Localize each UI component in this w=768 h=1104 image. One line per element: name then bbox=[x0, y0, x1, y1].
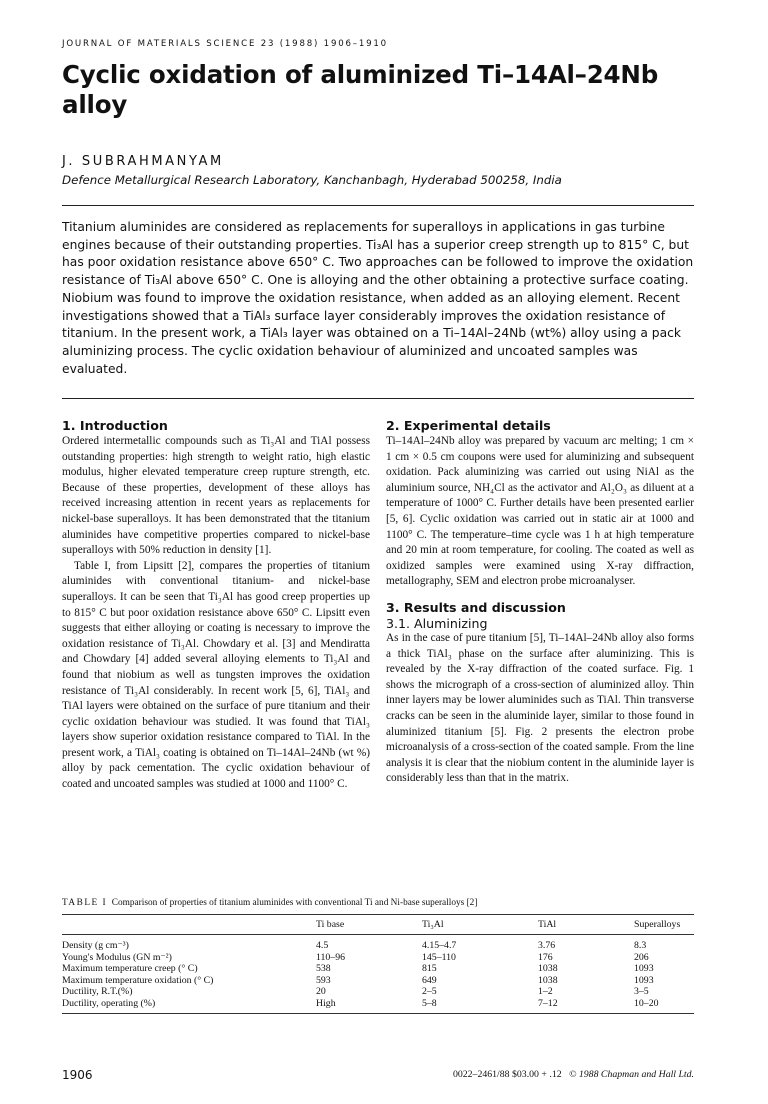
table-cell: 145–110 bbox=[422, 951, 456, 963]
table-row bbox=[62, 935, 694, 952]
table-cell: 10–20 bbox=[634, 998, 694, 1013]
right-column bbox=[386, 418, 694, 787]
table-caption bbox=[62, 898, 477, 908]
table-header-row bbox=[62, 915, 694, 935]
table-cell: 110–96 bbox=[316, 951, 346, 963]
table-row bbox=[62, 975, 694, 987]
top-divider bbox=[62, 205, 694, 206]
left-column bbox=[62, 418, 370, 793]
table-header-cell: Superalloys bbox=[634, 915, 694, 935]
table-cell: Young's Modulus (GN m⁻²) bbox=[62, 951, 172, 963]
table-caption-text: Comparison of properties of titanium aluminides with conventional Ti and Ni-base superalloys [2] bbox=[111, 898, 478, 908]
table-row bbox=[62, 952, 694, 964]
author-affiliation: Defence Metallurgical Research Laboratory, Kanchanbagh, Hyderabad 500258, India bbox=[62, 173, 562, 187]
table-cell: 1038 bbox=[538, 974, 558, 986]
table-cell: 2–5 bbox=[422, 986, 437, 998]
table-cell: 3.76 bbox=[538, 940, 556, 951]
page-number: 1906 bbox=[62, 1068, 93, 1082]
abstract bbox=[62, 219, 694, 378]
table-header-cell: Ti₃Al bbox=[422, 915, 538, 935]
abstract-text: Titanium aluminides are considered as replacements for superalloys in applications in gas turbine engines because of their outstanding properties. Ti₃Al has a superior creep strength up to 815° C, but has poor oxidation resistance above 650° C. Two approaches can be followed to improve the oxidation resistance of Ti₃Al above 650° C. One is alloying and the other obtaining a protective surface coating. Niobium was found to improve the oxidation resistance, when added as an alloying element. Recent investigations showed that a TiAl₃ surface layer considerably improves the oxidation resistance of titanium. In the present work, a TiAl₃ layer was obtained on a Ti–14Al–24Nb (wt%) alloy using a pack aluminizing process. The cyclic oxidation behaviour of aluminized and uncoated samples was evaluated. bbox=[62, 220, 694, 376]
table-cell: 815 bbox=[422, 963, 437, 975]
table-cell: 8.3 bbox=[634, 940, 647, 951]
table-cell: 7–12 bbox=[538, 998, 634, 1013]
table-cell: Ductility, operating (%) bbox=[62, 998, 316, 1013]
table-cell: Density (g cm⁻³) bbox=[62, 940, 129, 951]
intro-paragraph-1: Ordered intermetallic compounds such as Ti₃Al and TiAl possess outstanding properties: high strength to weight ratio, high elastic modulus, higher elevated temperature creep rupture strength, etc. Because of these properties, development of these alloys has received increasing attention in recent years as replacements for nickel-base superalloys. It has been demonstrated that the titanium aluminides have competitive properties compared to nickel-base superalloys with 50% reduction in density [1]. bbox=[62, 435, 370, 557]
table-header-cell: TiAl bbox=[538, 915, 634, 935]
section-heading-introduction: 1. Introduction bbox=[62, 418, 168, 433]
table-cell: 20 bbox=[316, 986, 326, 998]
table-cell: 1–2 bbox=[538, 986, 553, 998]
table-cell: 176 bbox=[538, 951, 553, 963]
table-cell: 206 bbox=[634, 951, 649, 963]
section-heading-experimental: 2. Experimental details bbox=[386, 418, 551, 433]
table-cell: 3–5 bbox=[634, 986, 649, 998]
author-name: J. SUBRAHMANYAM bbox=[62, 154, 224, 169]
table-cell: Maximum temperature creep (° C) bbox=[62, 963, 198, 975]
table-cell: High bbox=[316, 998, 422, 1013]
table-cell: 4.5 bbox=[316, 940, 329, 951]
table-label: TABLE I bbox=[62, 898, 108, 908]
table-cell: Maximum temperature oxidation (° C) bbox=[62, 974, 214, 986]
table-cell: 1038 bbox=[538, 963, 558, 975]
journal-header: JOURNAL OF MATERIALS SCIENCE 23 (1988) 1906–1910 bbox=[62, 39, 388, 49]
aluminizing-paragraph: As in the case of pure titanium [5], Ti–14Al–24Nb alloy also forms a thick TiAl₃ phase on the surface after aluminizing. This is revealed by the X-ray diffraction of the coated surface. Fig. 1 shows the micrograph of a cross-section of aluminized alloy. Thin inner layers may be lower aluminides such as TiAl. Thin transverse cracks can be seen in the aluminide layer, similar to those found in aluminized titanium [5]. Fig. 2 presents the electron probe microanalysis of a cross-section of the coated sample. From the line analysis it is clear that the niobium content in the aluminide layer is considerably less than that in the matrix. bbox=[386, 631, 694, 785]
table-cell: 1093 bbox=[634, 963, 654, 975]
table-cell: Ductility, R.T.(%) bbox=[62, 986, 133, 998]
intro-paragraph-2: Table I, from Lipsitt [2], compares the properties of titanium aluminides with conventional titanium- and nickel-base superalloys. It can be seen that Ti₃Al has good creep properties up to 815° C but poor oxidation resistance above 650° C. Lipsitt even suggests that either alloying or coating is necessary to improve the oxidation resistance of Ti₃Al. Chowdary et al. [3] and Mendiratta and Chowdary [4] added several alloying elements to Ti₃Al and found that niobium as well as tungsten improves the oxidation resistance of Ti₃Al considerably. In recent work [5, 6], TiAl₃ and TiAl layers were obtained on the surface of pure titanium and their cyclic oxidation behaviour was studied. It was found that TiAl₃ layers show superior oxidation resistance compared to TiAl. In the present work, a TiAl₃ coating is obtained on Ti–14Al–24Nb (wt %) alloy by pack cementation. The cyclic oxidation behaviour of coated and uncoated samples was studied at 1000 and 1100° C. bbox=[62, 559, 370, 791]
section-heading-results: 3. Results and discussion bbox=[386, 599, 566, 615]
table-cell: 4.15–4.7 bbox=[422, 940, 457, 951]
footer-code: 0022–2461/88 $03.00 + .12 bbox=[452, 1069, 562, 1080]
table-cell: 1093 bbox=[634, 974, 654, 986]
footer-copyright: © 1988 Chapman and Hall Ltd. bbox=[568, 1069, 694, 1080]
table-cell: 593 bbox=[316, 974, 331, 986]
abstract-divider bbox=[62, 398, 694, 399]
table-header-cell: Ti base bbox=[316, 915, 422, 935]
paper-title: Cyclic oxidation of aluminized Ti–14Al–24Nb alloy bbox=[62, 60, 659, 119]
table-row bbox=[62, 986, 694, 998]
experimental-paragraph: Ti–14Al–24Nb alloy was prepared by vacuum arc melting; 1 cm × 1 cm × 0.5 cm coupons were used for aluminizing and subsequent oxidation. Pack aluminizing was carried out using NiAl as the aluminium source, NH₄Cl as the activator and Al₂O₃ as diluent at a temperature of 1000° C. Further details have been presented earlier [5, 6]. Cyclic oxidation was carried out in static air at 1000 and 1100° C. The temperature–time cycle was 1 h at high temperature and 20 min at room temperature, for cooling. The coated as well as oxidized samples were examined using X-ray diffraction, metallography, SEM and electron probe microanalyser. bbox=[386, 435, 694, 588]
table-row bbox=[62, 963, 694, 975]
table-cell: 538 bbox=[316, 963, 331, 975]
footer-publication-info bbox=[453, 1069, 694, 1080]
table-row bbox=[62, 998, 694, 1013]
properties-table bbox=[62, 914, 694, 1014]
table-cell: 649 bbox=[422, 974, 437, 986]
table-header-cell bbox=[62, 915, 316, 935]
subsection-heading-aluminizing: 3.1. Aluminizing bbox=[386, 615, 488, 631]
table-cell: 5–8 bbox=[422, 998, 538, 1013]
